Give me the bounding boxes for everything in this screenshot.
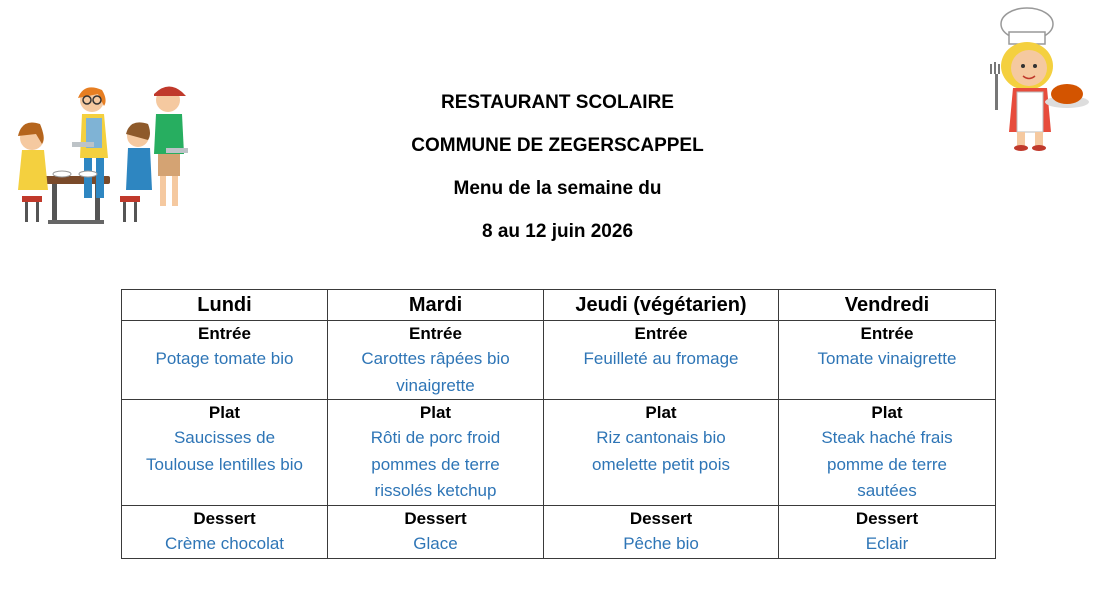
dish-line: pommes de terre <box>371 454 500 474</box>
menu-cell <box>122 321 328 400</box>
course-label: Plat <box>208 403 241 422</box>
dish-line: Toulouse lentilles bio <box>146 454 303 474</box>
course-label: Dessert <box>193 508 256 528</box>
dish-line: Tomate vinaigrette <box>817 349 957 368</box>
dish-line: Riz cantonais bio <box>596 428 726 447</box>
course-label: Dessert <box>404 508 467 528</box>
menu-cell <box>544 400 779 506</box>
course-label: Entrée <box>198 324 251 343</box>
dish-line: Saucisses de <box>173 428 276 447</box>
dish-line: Eclair <box>865 533 909 553</box>
menu-row-entree <box>122 321 996 400</box>
dish-line: Feuilleté au fromage <box>583 349 739 368</box>
title-week-dates: 8 au 12 juin 2026 <box>481 221 634 242</box>
menu-cell <box>122 505 328 558</box>
menu-cell <box>779 321 996 400</box>
course-label: Entrée <box>409 324 462 343</box>
dish-line: omelette petit pois <box>592 454 730 474</box>
course-label: Plat <box>645 403 677 422</box>
dish-line: Potage tomate bio <box>155 349 294 368</box>
course-label: Plat <box>419 403 452 422</box>
dish-line: Pêche bio <box>623 533 699 553</box>
day-header-vendredi: Vendredi <box>779 290 996 321</box>
title-commune: COMMUNE DE ZEGERSCAPPEL <box>411 135 704 156</box>
menu-cell <box>544 505 779 558</box>
menu-cell <box>779 400 996 506</box>
dish-line: Crème chocolat <box>164 533 285 553</box>
course-label: Dessert <box>855 508 919 528</box>
menu-cell <box>328 505 544 558</box>
title-week-label: Menu de la semaine du <box>453 178 662 199</box>
dish-line: Carottes râpées bio <box>361 349 510 368</box>
dish-line: pomme de terre <box>827 454 947 474</box>
dish-line: rissolés ketchup <box>374 481 497 500</box>
dish-line: Rôti de porc froid <box>370 428 501 447</box>
course-label: Entrée <box>634 324 688 343</box>
dish-line: vinaigrette <box>396 375 475 395</box>
course-label: Entrée <box>860 324 914 343</box>
day-header-mardi: Mardi <box>328 290 544 321</box>
dish-line: Steak haché frais <box>821 428 953 447</box>
menu-header-row <box>122 290 996 321</box>
menu-row-plat <box>122 400 996 506</box>
menu-cell <box>328 400 544 506</box>
menu-row-dessert <box>122 505 996 558</box>
menu-cell <box>779 505 996 558</box>
dish-line: Glace <box>413 533 458 553</box>
dish-line: sautées <box>857 481 917 500</box>
chef-girl-illustration <box>985 4 1095 154</box>
menu-cell <box>544 321 779 400</box>
day-header-jeudi: Jeudi (végétarien) <box>544 290 779 321</box>
title-restaurant: RESTAURANT SCOLAIRE <box>441 92 674 113</box>
menu-cell <box>122 400 328 506</box>
menu-cell <box>328 321 544 400</box>
course-label: Plat <box>871 403 903 422</box>
day-header-lundi: Lundi <box>122 290 328 321</box>
menu-table <box>121 289 996 559</box>
course-label: Dessert <box>629 508 693 528</box>
